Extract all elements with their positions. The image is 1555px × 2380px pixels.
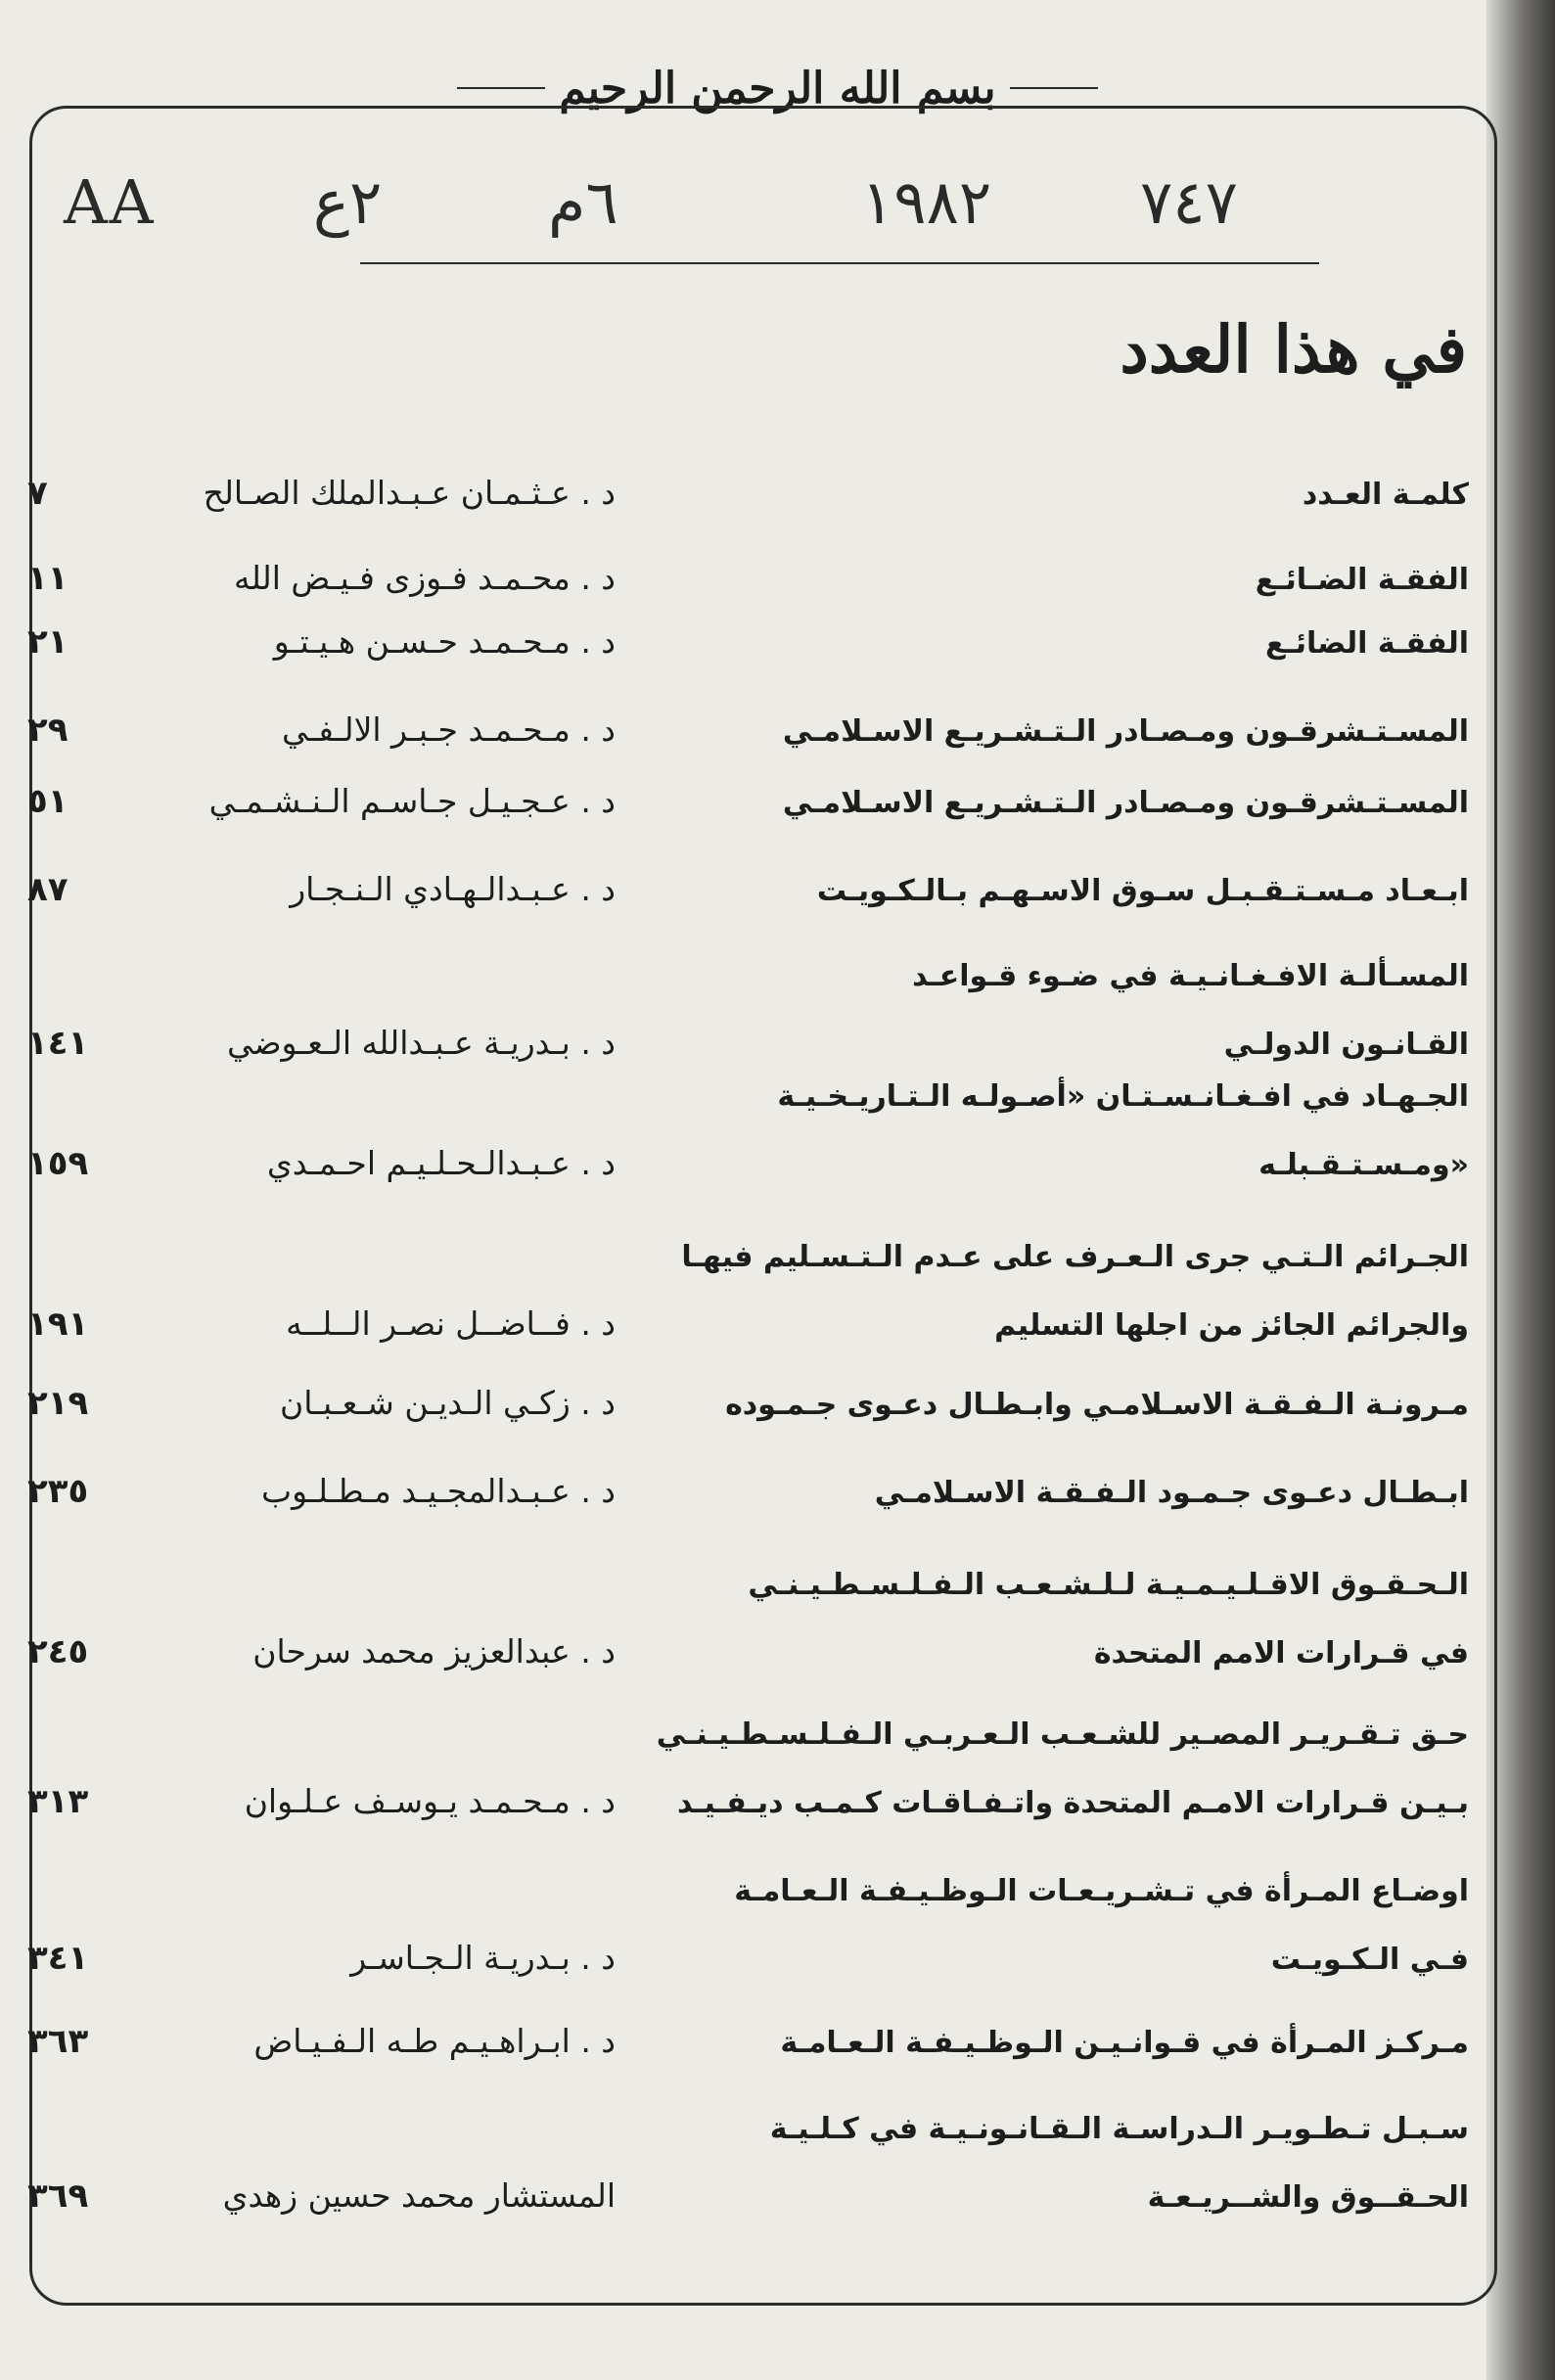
toc-entry-author: د . عـبـدالـهـادي الـنـجـار xyxy=(290,870,616,908)
toc-entry-title-line: كلمـة العـدد xyxy=(1302,478,1469,512)
toc-entry-title xyxy=(627,2102,1469,2239)
handwritten-number: ٧٤٧ xyxy=(1140,166,1238,238)
handwritten-issue: ٢ع xyxy=(313,166,383,238)
toc-entry-title-line: الجـهـاد في افـغـانـسـتـان «أصـولـه الـتـاريـخـيـة xyxy=(777,1079,1469,1114)
toc-entry-author: د . عبدالعزيز محمد سرحان xyxy=(252,1632,616,1671)
toc-entry-author: د . بـدريـة الـجـاسـر xyxy=(350,1939,616,1977)
toc-entry-page: ٣٤١ xyxy=(27,1939,89,1978)
handwritten-underline xyxy=(360,262,1319,264)
toc-entry-page: ٥١ xyxy=(27,782,69,821)
toc-entry-title-line: مـركـز المـرأة في قـوانـيـن الـوظـيـفـة الـعـامـة xyxy=(780,2026,1469,2060)
toc-entry-title-line: فـي الـكـويـت xyxy=(1270,1943,1469,1977)
toc-entry-title xyxy=(627,617,1469,685)
toc-entry-title xyxy=(627,1466,1469,1534)
toc-entry-title-line: الحـقــوق والشــريـعـة xyxy=(1147,2180,1469,2215)
toc-entry-title-line: القـانـون الدولـي xyxy=(1223,1028,1469,1062)
toc-entry-title-line: ومـسـتـقـبلـه» xyxy=(1258,1148,1469,1182)
toc-entry-title xyxy=(627,468,1469,536)
toc-entry-author: د . بـدريـة عـبـدالله الـعـوضي xyxy=(227,1024,616,1062)
toc-entry-title-line: المسـتـشرقـون ومـصـادر الـتـشـريـع الاسـلامـي xyxy=(782,714,1469,749)
left-rule xyxy=(457,87,545,89)
toc-entry-title-line: المسـألـة الافـغـانـيـة في ضـوء قـواعـد xyxy=(912,959,1469,993)
toc-entry-author: المستشار محمد حسين زهدي xyxy=(222,2176,616,2215)
toc-entry-title-line: المسـتـشرقـون ومـصـادر الـتـشـريـع الاسـلامـي xyxy=(782,786,1469,820)
toc-entry-page: ٧ xyxy=(27,474,48,513)
toc-entry-title xyxy=(627,1708,1469,1845)
toc-entry-title-line: الفقـة الضائـع xyxy=(1264,626,1469,661)
toc-entry-title xyxy=(627,949,1469,1086)
handwritten-year: ١٩٨٢ xyxy=(861,166,992,238)
toc-entry-author: د . فــاضــل نصـر الــلــه xyxy=(286,1304,616,1343)
toc-entry-author: د . مـحـمـد جـبـر الالـفـي xyxy=(281,710,616,749)
toc-entry-page: ١٩١ xyxy=(27,1304,89,1344)
toc-entry-title-line: بـيـن قـرارات الامـم المتحدة واتـفـاقـات كـمـب ديـفـيـد xyxy=(676,1786,1469,1820)
toc-entry-author: د . ابـراهـيـم طـه الـفـيـاض xyxy=(253,2022,616,2060)
toc-entry-page: ٢١ xyxy=(27,622,69,662)
toc-entry-page: ٨٧ xyxy=(27,870,69,909)
toc-entry-page: ٣١٣ xyxy=(27,1782,89,1821)
toc-entry-title-line: الـحـقـوق الاقـلـيـمـيـة لـلـشـعـب الـفـلـسـطـيـنـي xyxy=(748,1568,1469,1602)
toc-entry-author: د . مـحـمـد يـوسـف عـلـوان xyxy=(244,1782,616,1820)
toc-entry-author: د . عـثـمـان عـبـدالملك الصـالح xyxy=(203,474,616,512)
toc-entry-author: د . مـحـمـد حـسـن هـيـتـو xyxy=(273,622,616,661)
toc-entry-title xyxy=(627,1378,1469,1446)
toc-entry-title-line: اوضـاع المـرأة في تـشـريـعـات الـوظـيـفـة الـعـامـة xyxy=(734,1874,1469,1908)
toc-entry-title-line: حـق تـقـريـر المصـير للشـعـب الـعـربـي الـفـلـسـطـيـنـي xyxy=(656,1717,1469,1752)
toc-entry-page: ٢١٩ xyxy=(27,1384,89,1423)
toc-entry-page: ١٤١ xyxy=(27,1024,89,1063)
toc-entry-title-line: والجرائم الجائز من اجلها التسليم xyxy=(994,1308,1469,1343)
toc-entry-page: ٢٤٥ xyxy=(27,1632,89,1671)
toc-entry-author: د . عـبـدالمجـيـد مـطـلـوب xyxy=(261,1472,616,1510)
toc-entry-title-line: ابـطـال دعـوى جـمـود الـفـقـة الاسـلامـي xyxy=(874,1476,1469,1510)
toc-entry-title-line: مـرونـة الـفـقـة الاسـلامـي وابـطـال دعـوى جـمـوده xyxy=(725,1388,1469,1422)
toc-entry-page: ٣٦٩ xyxy=(27,2176,89,2216)
toc-entry-title xyxy=(627,1558,1469,1695)
toc-title: في هذا العدد xyxy=(1120,311,1467,388)
toc-entry-title xyxy=(627,1864,1469,2001)
toc-entry-page: ٣٦٣ xyxy=(27,2022,89,2061)
handwritten-code: AA xyxy=(64,166,156,238)
toc-entry-title xyxy=(627,553,1469,621)
toc-entry-author: د . عـجـيـل جـاسـم الـنـشـمـي xyxy=(208,782,616,820)
toc-entry-page: ٢٩ xyxy=(27,710,69,750)
toc-entry-title-line: في قـرارات الامم المتحدة xyxy=(1093,1636,1469,1671)
right-rule xyxy=(1010,87,1098,89)
toc-entry-title xyxy=(627,705,1469,773)
toc-entry-title xyxy=(627,2016,1469,2084)
toc-entry-title xyxy=(627,1230,1469,1367)
toc-entry-title-line: الجـرائم الـتـي جرى الـعـرف على عـدم الـتـسـليم فيهـا xyxy=(681,1240,1469,1274)
toc-entry-author: د . محـمـد فـوزى فـيـض الله xyxy=(234,559,616,597)
toc-entry-title-line: سـبـل تـطـويـر الـدراسـة الـقـانـونـيـة في كـلـيـة xyxy=(769,2112,1469,2146)
basmala-text: بسم الله الرحمن الرحيم xyxy=(559,63,996,114)
toc-entry-title xyxy=(627,864,1469,933)
toc-entry-title-line: الفقـة الضـائـع xyxy=(1255,563,1469,597)
toc-entry-page: ٢٣٥ xyxy=(27,1472,89,1511)
toc-entry-title-line: ابـعـاد مـسـتـقـبـل سـوق الاسـهـم بـالـكـويـت xyxy=(816,874,1469,908)
toc-entry-author: د . زكـي الـديـن شـعـبـان xyxy=(280,1384,616,1422)
toc-entry-page: ١٥٩ xyxy=(27,1144,89,1183)
toc-entry-title xyxy=(627,776,1469,845)
handwritten-volume: ٦م xyxy=(548,166,618,238)
toc-entry-author: د . عـبـدالـحـلـيـم احـمـدي xyxy=(266,1144,616,1182)
toc-entry-page: ١١ xyxy=(27,559,69,598)
toc-entry-title xyxy=(627,1070,1469,1207)
